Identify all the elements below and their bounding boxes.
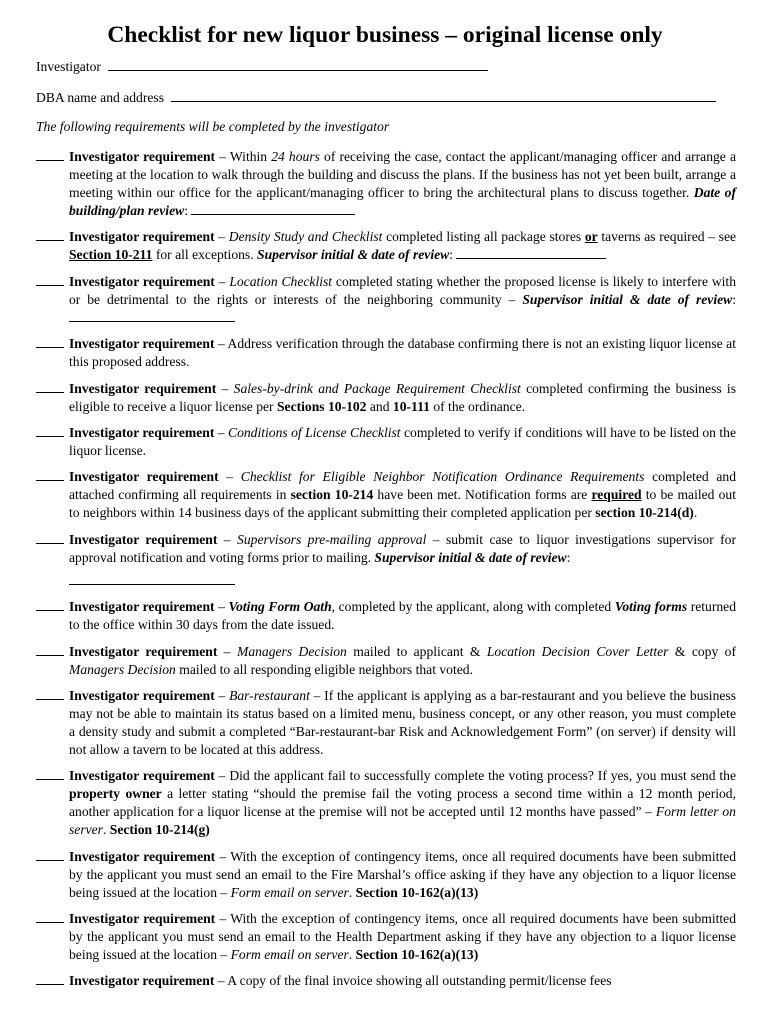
- requirement-item: [36, 148, 736, 220]
- req-emph: Location Checklist: [229, 273, 333, 289]
- requirement-item: [36, 972, 736, 990]
- req-text: – With the exception of contingency items, once all required documents have been submitted by the applicant you must send an email to the Health Department asking if they have any objection to a liquor license being issued at the location –: [69, 911, 736, 963]
- dba-field[interactable]: [36, 89, 716, 107]
- checkbox-line[interactable]: [36, 380, 64, 393]
- req-emph: Form email on server: [230, 884, 349, 900]
- req-emph: Checklist for Eligible Neighbor Notification Ordinance Requirements: [240, 469, 645, 485]
- req-section-ref: Section 10-214(g): [109, 822, 210, 838]
- req-text: :: [732, 291, 736, 307]
- req-text: taverns as required – see: [597, 229, 737, 245]
- req-text: –: [218, 469, 241, 485]
- req-text: :: [449, 247, 457, 263]
- investigator-field[interactable]: [36, 58, 488, 76]
- req-emph: Sales-by-drink and Package Requirement Checklist: [233, 380, 521, 396]
- req-text: –: [217, 643, 237, 659]
- review-date-line[interactable]: [69, 310, 235, 322]
- requirement-label: Investigator requirement: [69, 848, 216, 864]
- review-date-line[interactable]: [191, 203, 355, 215]
- req-text: –: [214, 687, 230, 703]
- checkbox-line[interactable]: [36, 598, 64, 611]
- req-section-ref: Sections 10-102: [276, 398, 367, 414]
- req-emph: Bar-restaurant: [229, 687, 310, 703]
- checkbox-line[interactable]: [36, 228, 64, 241]
- req-emph: Conditions of License Checklist: [228, 424, 401, 440]
- req-text: and: [366, 398, 393, 414]
- req-text: completed stating whether the proposed license is likely to interfere with or be detrimental to the rights or interests of the neighboring community –: [69, 273, 736, 307]
- requirement-label: Investigator requirement: [69, 768, 215, 784]
- requirement-item: [36, 380, 736, 416]
- req-text: returned to the office within 30 days from the date issued.: [69, 599, 736, 633]
- req-text: –: [216, 380, 234, 396]
- req-emph: Voting forms: [614, 599, 688, 615]
- checkbox-line[interactable]: [36, 273, 64, 286]
- review-date-line[interactable]: [456, 247, 606, 259]
- req-emph: Supervisors pre-mailing approval: [237, 531, 427, 547]
- req-section-ref: Section 10-162(a)(13): [355, 884, 479, 900]
- req-text: – Within: [215, 149, 272, 164]
- req-text: :: [184, 203, 192, 218]
- requirement-label: Investigator requirement: [69, 643, 218, 659]
- checkbox-line[interactable]: [36, 335, 64, 348]
- req-text: .: [102, 822, 110, 838]
- requirement-item: [36, 531, 736, 590]
- req-text: mailed to all responding eligible neighbors that voted.: [175, 661, 473, 677]
- requirement-label: Investigator requirement: [69, 149, 216, 164]
- req-text: of the ordinance.: [429, 398, 526, 414]
- req-emph: Managers Decision: [69, 661, 176, 677]
- req-text: , completed by the applicant, along with completed: [331, 599, 615, 615]
- checkbox-line[interactable]: [36, 148, 64, 161]
- req-text: –: [214, 599, 229, 615]
- req-text: .: [693, 505, 698, 521]
- req-emph: 24 hours: [271, 149, 320, 164]
- req-text: –: [214, 273, 230, 289]
- req-text: completed confirming the business is eligible to receive a liquor license per: [69, 380, 737, 414]
- req-text: mailed to applicant &: [346, 643, 487, 659]
- requirement-label: Investigator requirement: [69, 531, 218, 547]
- review-date-line[interactable]: [69, 573, 235, 585]
- req-section-ref: Section 10-211: [69, 247, 153, 263]
- req-text: completed and attached confirming all requirements in: [69, 469, 736, 503]
- req-bold: property owner: [69, 786, 162, 802]
- req-text: to be mailed out to neighbors within 14 business days of the applicant submitting their completed application per: [69, 487, 736, 521]
- investigator-line[interactable]: [108, 59, 488, 71]
- dba-label: DBA name and address: [36, 90, 164, 105]
- requirement-item: [36, 910, 736, 964]
- req-underlined: or: [584, 229, 598, 245]
- requirement-item: [36, 468, 736, 522]
- req-text: – Did the applicant fail to successfully complete the voting process? If yes, you must send the: [214, 768, 736, 784]
- req-section-ref: section 10-214: [290, 487, 374, 503]
- req-emph: Form email on server: [230, 947, 349, 963]
- requirement-label: Investigator requirement: [69, 911, 216, 927]
- req-underlined: required: [591, 487, 642, 503]
- requirement-label: Investigator requirement: [69, 973, 215, 989]
- requirement-item: [36, 228, 736, 264]
- requirement-item: [36, 848, 736, 902]
- page-title: Checklist for new liquor business – original license only: [107, 22, 663, 48]
- requirement-label: Investigator requirement: [69, 599, 215, 615]
- req-text: – submit case to liquor investigations supervisor for approval notification and voting forms prior to mailing.: [69, 531, 736, 565]
- requirement-label: Investigator requirement: [69, 273, 215, 289]
- req-text: –: [214, 424, 228, 440]
- requirement-item: [36, 273, 736, 327]
- checkbox-line[interactable]: [36, 767, 64, 780]
- requirement-label: Investigator requirement: [69, 424, 215, 440]
- requirement-item: [36, 767, 736, 839]
- req-text: – With the exception of contingency items, once all required documents have been submitted by the applicant you must send an email to the Fire Marshal’s office asking if they have any objection to a liquor license being issued at the location –: [69, 848, 736, 900]
- checkbox-line[interactable]: [36, 468, 64, 481]
- req-text: completed listing all package stores: [382, 229, 585, 245]
- checkbox-line[interactable]: [36, 424, 64, 437]
- req-text: –: [214, 229, 229, 245]
- investigator-label: Investigator: [36, 59, 101, 74]
- checkbox-line[interactable]: [36, 531, 64, 544]
- req-text: of receiving the case, contact the applicant/managing officer and arrange a meeting at the location to walk through the building and discuss the plans. If the business has not yet been built, arrange a meeting within our office for the applicant/managing officer to bring the architectural plans to discuss together.: [69, 149, 736, 200]
- req-text: .: [348, 884, 356, 900]
- req-review-label: Date of building/plan review: [69, 185, 736, 218]
- requirement-label: Investigator requirement: [69, 229, 215, 245]
- requirement-item: [36, 687, 736, 759]
- req-text: – A copy of the final invoice showing all outstanding permit/license fees: [214, 973, 612, 989]
- req-text: – Address verification through the database confirming there is not an existing liquor license at this proposed address.: [69, 336, 736, 370]
- req-section-ref: 10-111: [392, 398, 430, 414]
- requirements-list: [36, 148, 736, 999]
- requirement-label: Investigator requirement: [69, 336, 215, 352]
- checkbox-line[interactable]: [36, 687, 64, 700]
- req-emph: Managers Decision: [237, 643, 347, 659]
- req-emph: Density Study and Checklist: [228, 229, 383, 245]
- requirement-item: [36, 598, 736, 634]
- req-text: – If the applicant is applying as a bar-restaurant and you believe the business may not be able to maintain its status based on a limited menu, business concept, or any other reason, you must complete a density study and submit a completed “Bar-restaurant-bar Risk and Acknowledgement Form” (on server) if density will not allow a tavern to be located at this address.: [69, 687, 736, 757]
- req-section-ref: Section 10-162(a)(13): [355, 947, 479, 963]
- req-text: .: [348, 947, 356, 963]
- checkbox-line[interactable]: [36, 848, 64, 861]
- checkbox-line[interactable]: [36, 972, 64, 985]
- requirement-label: Investigator requirement: [69, 469, 219, 485]
- requirement-label: Investigator requirement: [69, 380, 217, 396]
- dba-line[interactable]: [171, 90, 716, 102]
- req-text: completed to verify if conditions will have to be listed on the liquor license.: [69, 424, 736, 458]
- checkbox-line[interactable]: [36, 643, 64, 656]
- requirement-item: [36, 643, 736, 679]
- req-emph: Voting Form Oath: [228, 599, 332, 615]
- req-text: :: [566, 549, 571, 565]
- intro-text: The following requirements will be completed by the investigator: [36, 119, 390, 134]
- req-emph: Form letter on server: [69, 804, 736, 838]
- req-review-label: Supervisor initial & date of review: [257, 247, 450, 263]
- requirement-label: Investigator requirement: [69, 687, 215, 703]
- requirement-item: [36, 335, 736, 371]
- checkbox-line[interactable]: [36, 910, 64, 923]
- req-text: have been met. Notification forms are: [373, 487, 592, 503]
- req-review-label: Supervisor initial & date of review: [374, 549, 567, 565]
- req-section-ref: section 10-214(d): [595, 505, 694, 521]
- req-text: –: [217, 531, 238, 547]
- requirement-item: [36, 424, 736, 460]
- req-emph: Location Decision Cover Letter: [486, 643, 669, 659]
- req-text: & copy of: [668, 643, 736, 659]
- req-review-label: Supervisor initial & date of review: [522, 291, 733, 307]
- req-text: for all exceptions.: [152, 247, 258, 263]
- req-text: a letter stating “should the premise fail the voting process a second time within a 12 month period, another application for a liquor license at the premise will not be accepted until 12 months have passed” –: [69, 786, 736, 820]
